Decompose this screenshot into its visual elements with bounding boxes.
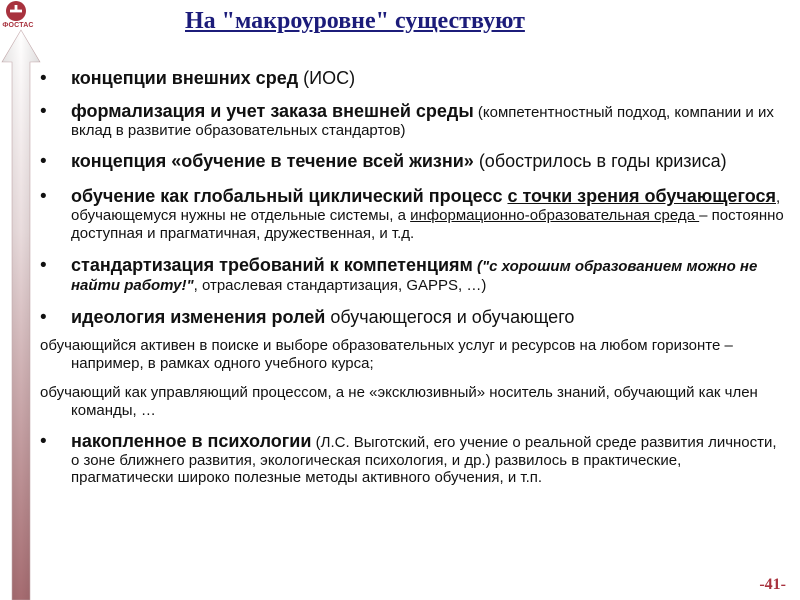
bullet-dot: •	[40, 255, 47, 276]
item-mid-underlined: информационно-образовательная среда	[410, 207, 700, 224]
item-lead: концепция «обучение в течение всей жизни»	[71, 151, 474, 171]
page-title: На "макроуровне" существуют	[185, 8, 525, 34]
bullet-dot: •	[40, 307, 47, 328]
item-tail: (Л.С. Выготский, его учение о реальной среде развития личности, о зоне ближнего развития, экологическая психология, и др.) развилось в практические, прагматически широко полезные методы активного обучения, и т.п.	[71, 434, 777, 486]
bullet-dot: •	[40, 151, 47, 172]
list-item	[40, 307, 785, 328]
sub-paragraph: обучающийся активен в поиске и выборе образовательных услуг и ресурсов на любом горизонте – например, в рамках одного учебного курса;	[40, 337, 733, 372]
logo-text: ФОСТАС	[2, 22, 34, 29]
list-item	[40, 68, 785, 89]
item-tail: обучающегося и обучающего	[325, 307, 575, 327]
bullet-dot: •	[40, 68, 47, 89]
list-item	[40, 255, 785, 295]
item-tail: (обострилось в годы кризиса)	[473, 151, 727, 171]
item-lead: обучение как глобальный циклический процесс	[71, 186, 508, 206]
item-tail: , отраслевая стандартизация, GAPPS, …)	[193, 277, 487, 294]
item-tail: (компетентностный подход, компании и их вклад в развитие образовательных стандартов)	[71, 104, 774, 139]
item-lead: накопленное в психологии	[71, 431, 312, 451]
list-item	[40, 151, 785, 174]
list-item	[40, 186, 785, 243]
list-item	[40, 101, 785, 139]
list-item	[40, 431, 785, 486]
page-number: -41-	[759, 576, 786, 593]
item-mid: , обучающемуся нужны не отдельные системы, а	[71, 189, 781, 224]
bullet-dot: •	[40, 186, 47, 207]
item-lead-underlined: с точки зрения обучающегося	[507, 186, 776, 206]
bullet-dot: •	[40, 431, 47, 452]
sub-paragraph: обучающий как управляющий процессом, а не «эксклюзивный» носитель знаний, обучающий как член команды, …	[40, 384, 758, 419]
item-lead: стандартизация требований к компетенциям	[71, 255, 473, 275]
bullet-list	[40, 68, 785, 498]
item-tail: (ИОС)	[298, 68, 356, 88]
item-lead: формализация и учет заказа внешней среды	[71, 101, 474, 121]
item-tail: – постоянно доступная и прагматичная, дружественная, и т.д.	[71, 207, 784, 242]
item-tail-italic: ("с хорошим образованием можно не найти работу!"	[71, 258, 758, 294]
bullet-dot: •	[40, 101, 47, 122]
item-lead: концепции внешних сред	[71, 68, 299, 88]
item-lead: идеология изменения ролей	[71, 307, 326, 327]
vertical-arrow-decoration	[0, 16, 42, 600]
